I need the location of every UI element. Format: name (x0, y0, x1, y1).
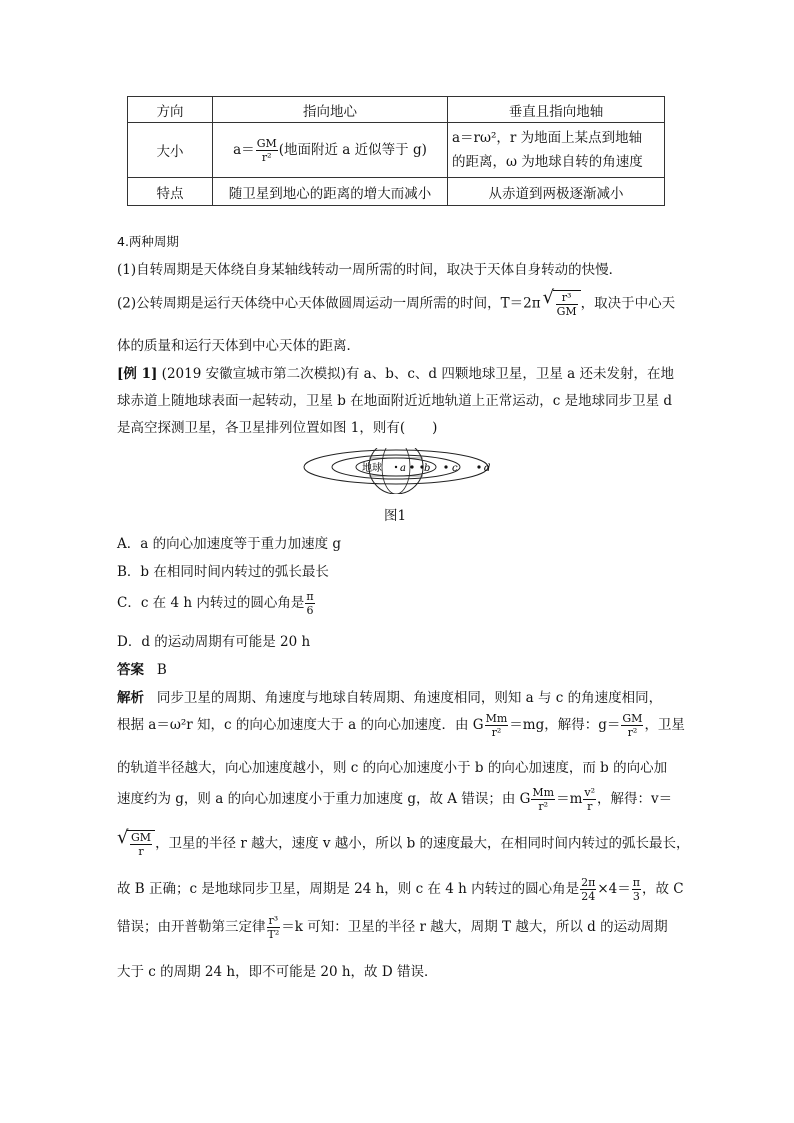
figure-caption: 图1 (384, 508, 407, 524)
label-d: d (484, 463, 491, 474)
example-line: 是高空探测卫星，各卫星排列位置如图 1，则有( ) (117, 420, 438, 436)
text-span: 故 B 正确；c 是地球同步卫星，周期是 24 h，则 c 在 4 h 内转过的圆心角是 (117, 881, 580, 897)
option-d: D．d 的运动周期有可能是 20 h (117, 634, 311, 650)
answer-label: 答案 (117, 662, 144, 678)
analysis-line: 的轨道半径越大，向心加速度越小，则 c 的向心加速度小于 b 的向心加速度，而 b 的向心加 (117, 760, 668, 776)
fraction-den: r² (491, 726, 502, 739)
comparison-table (127, 96, 665, 206)
fraction-den: r (587, 800, 593, 813)
sqrt (127, 830, 155, 858)
fraction (531, 786, 555, 813)
fraction-den: GM (556, 305, 577, 318)
axis-line-1: a＝rω²，r 为地面上某点到地轴 (452, 130, 643, 146)
label-a: a (400, 463, 406, 474)
table-header-cell: 垂直且指向地轴 (448, 97, 665, 123)
fraction-den: r² (538, 800, 549, 813)
text-span: ，卫星 (644, 717, 685, 733)
fraction (305, 590, 314, 617)
sqrt (553, 290, 581, 318)
analysis-line (117, 876, 684, 903)
text-span: 同步卫星的周期、角速度与地球自转周期、角速度相同，则知 a 与 c 的角速度相同， (156, 690, 663, 706)
analysis-line (117, 786, 672, 813)
text-span: ，解得：v＝ (597, 791, 673, 807)
text-span: ，卫星的半径 r 越大，速度 v 越小，所以 b 的速度最大，在相同时间内转过的弧长最长， (155, 835, 690, 852)
label-b: b (424, 463, 431, 474)
example-line (117, 362, 674, 382)
analysis-label: 解析 (117, 690, 144, 706)
text-span: (2019 安徽宣城市第二次模拟)有 a、b、c、d 四颗地球卫星，卫星 a 还未发射，在地 (161, 366, 674, 382)
example-tag: [例 1] (117, 366, 158, 382)
formula-note: (地面附近 a 近似等于 g) (278, 141, 427, 158)
table-row (128, 123, 665, 178)
text-span: ×4＝ (597, 881, 631, 897)
answer-line (117, 658, 167, 678)
table-header-cell: 指向地心 (213, 97, 448, 123)
paragraph: 体的质量和运行天体到中心天体的距离． (117, 338, 360, 354)
fraction (267, 914, 281, 941)
fraction-den: r (138, 845, 144, 858)
table-row-label: 大小 (128, 123, 213, 178)
analysis-line (117, 686, 662, 706)
fraction (485, 712, 509, 739)
table-cell: 随卫星到地心的距离的增大而减小 (213, 178, 448, 206)
analysis-line (117, 830, 690, 858)
text-span: 速度约为 g，则 a 的向心加速度小于重力加速度 g，故 A 错误；由 G (117, 791, 531, 807)
table-row (128, 178, 665, 206)
analysis-line: 大于 c 的周期 24 h，即不可能是 20 h，故 D 错误． (117, 964, 438, 980)
table-cell-formula (213, 123, 448, 178)
table-row-label: 特点 (128, 178, 213, 206)
fraction-num: √ GM (131, 831, 152, 844)
satellite-d (477, 465, 480, 468)
analysis-line (117, 712, 685, 739)
table-cell-axis (448, 123, 665, 178)
fraction-num: r³ (267, 914, 281, 928)
satellite-a (410, 465, 413, 468)
orbit-figure (300, 448, 500, 494)
fraction (556, 291, 578, 318)
fraction-den: 24 (581, 890, 596, 903)
fraction-num: 2π (581, 876, 596, 889)
text-span: ＝mg，解得：g＝ (509, 717, 621, 733)
text-span: (2)公转周期是运行天体绕中心天体做圆周运动一周所需的时间，T＝2π (117, 295, 541, 312)
text-span: ，故 C (642, 881, 684, 897)
axis-line-2: 的距离，ω 为地球自转的角速度 (452, 154, 643, 170)
answer-value: B (156, 662, 167, 678)
option-b: B．b 在相同时间内转过的弧长最长 (117, 564, 329, 580)
table-cell: 从赤道到两极逐渐减小 (448, 178, 665, 206)
fraction-num: GM (622, 712, 643, 725)
text-span: ＝k 可知：卫星的半径 r 越大，周期 T 越大，所以 d 的运动周期 (281, 919, 668, 935)
section-heading: 4.两种周期 (117, 234, 179, 249)
text-span: 错误；由开普勒第三定律 (117, 919, 266, 935)
text-span: ，取决于中心天 (580, 295, 676, 312)
text-span: C．c 在 4 h 内转过的圆心角是 (117, 595, 305, 611)
fraction-den: T² (267, 928, 280, 941)
fraction-num: Mm (485, 712, 508, 725)
earth-label: 地球 (362, 463, 382, 474)
text-span: 根据 a＝ω²r 知，c 的向心加速度大于 a 的向心加速度．由 G (117, 717, 484, 733)
fraction-den: r² (627, 726, 638, 739)
fraction-num: π (306, 590, 314, 603)
fraction (580, 876, 596, 903)
fraction (583, 786, 596, 813)
paragraph (117, 290, 675, 318)
fraction (621, 712, 643, 739)
label-c: c (452, 463, 458, 474)
example-line: 球赤道上随地球表面一起转动，卫星 b 在地面附近近地轨道上正常运动，c 是地球同步卫星 d (117, 393, 673, 409)
fraction-den: r² (261, 150, 272, 164)
option-a: A．a 的向心加速度等于重力加速度 g (117, 536, 342, 552)
fraction (130, 831, 152, 858)
paragraph: (1)自转周期是天体绕自身某轴线转动一周所需的时间，取决于天体自身转动的快慢． (117, 262, 623, 278)
fraction-num: π (632, 876, 640, 889)
option-c (117, 590, 316, 617)
fraction-num: √ r³ (556, 291, 578, 305)
fraction-num: Mm (532, 786, 555, 799)
fraction (632, 876, 641, 903)
satellite-c (444, 465, 447, 468)
analysis-line (117, 914, 668, 941)
table-header-cell: 方向 (128, 97, 213, 123)
fraction-den: 6 (306, 604, 314, 617)
fraction-num: GM (256, 136, 277, 150)
fraction-den: 3 (632, 890, 640, 903)
table-header-row (128, 97, 665, 123)
formula-prefix: a＝ (233, 141, 255, 158)
fraction (256, 137, 278, 164)
text-span: ＝m (556, 791, 583, 807)
fraction-num: v² (584, 786, 596, 799)
